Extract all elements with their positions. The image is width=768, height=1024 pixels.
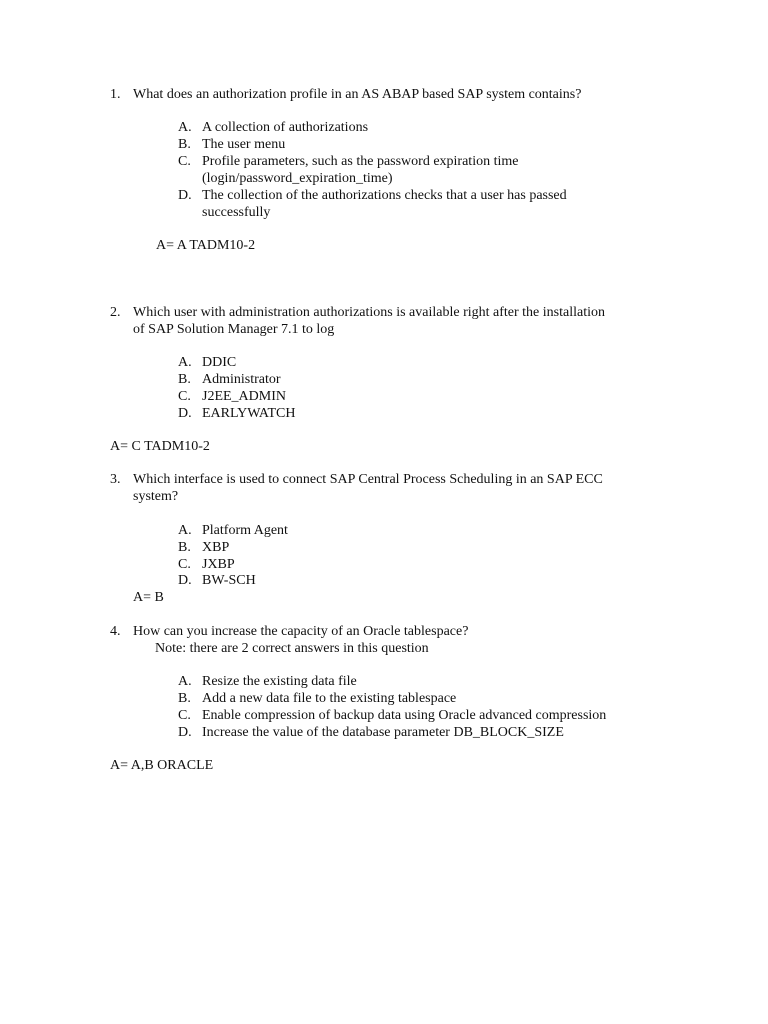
option-text: EARLYWATCH	[202, 406, 296, 421]
option-a	[178, 673, 357, 690]
option-letter: B.	[178, 540, 191, 555]
option-b	[178, 539, 229, 556]
option-text: Enable compression of backup data using Oracle advanced compression	[202, 708, 607, 723]
answer-2: A= C TADM10-2	[110, 439, 210, 454]
option-b	[178, 690, 456, 707]
option-d	[178, 405, 295, 422]
option-letter: D.	[178, 406, 192, 421]
option-letter: A.	[178, 674, 192, 689]
option-text: J2EE_ADMIN	[202, 389, 286, 404]
option-letter: A.	[178, 355, 192, 370]
option-text: BW-SCH	[202, 573, 256, 588]
option-text-continued: (login/password_expiration_time)	[202, 171, 393, 186]
option-text: Increase the value of the database parameter DB_BLOCK_SIZE	[202, 725, 564, 740]
option-letter: C.	[178, 389, 191, 404]
option-text-continued: successfully	[202, 205, 271, 220]
option-text: DDIC	[202, 355, 237, 370]
option-d	[178, 187, 567, 220]
option-letter: C.	[178, 708, 191, 723]
option-text: Administrator	[202, 372, 281, 387]
option-text: Platform Agent	[202, 523, 288, 538]
option-d	[178, 572, 256, 589]
option-text: JXBP	[202, 557, 235, 572]
option-letter: B.	[178, 691, 191, 706]
option-letter: D.	[178, 573, 192, 588]
question-text-continued: system?	[133, 489, 179, 504]
question-number: 3.	[110, 472, 121, 487]
option-text: The user menu	[202, 137, 286, 152]
answer-1: A= A TADM10-2	[156, 238, 256, 253]
question-number: 2.	[110, 305, 121, 320]
option-b	[178, 371, 281, 388]
option-c	[178, 707, 606, 724]
option-c	[178, 388, 286, 405]
question-number: 4.	[110, 624, 121, 639]
question-text: How can you increase the capacity of an Oracle tablespace?	[133, 624, 469, 639]
option-c	[178, 556, 235, 573]
option-text: A collection of authorizations	[202, 120, 369, 135]
option-letter: B.	[178, 137, 191, 152]
option-text: XBP	[202, 540, 230, 555]
option-letter: C.	[178, 154, 191, 169]
option-text: Add a new data file to the existing tablespace	[202, 691, 457, 706]
question-text: What does an authorization profile in an AS ABAP based SAP system contains?	[133, 87, 582, 102]
option-letter: B.	[178, 372, 191, 387]
option-text: Resize the existing data file	[202, 674, 357, 689]
question-text: Which interface is used to connect SAP Central Process Scheduling in an SAP ECC	[133, 472, 603, 487]
option-a	[178, 522, 288, 539]
option-text: Profile parameters, such as the password expiration time	[202, 154, 519, 169]
option-a	[178, 119, 368, 136]
question-note: Note: there are 2 correct answers in this question	[155, 641, 429, 656]
option-c	[178, 153, 519, 186]
option-a	[178, 354, 236, 371]
answer-3: A= B	[133, 590, 164, 605]
option-letter: D.	[178, 725, 192, 740]
question-number: 1.	[110, 87, 121, 102]
answer-4: A= A,B ORACLE	[110, 758, 214, 773]
option-letter: C.	[178, 557, 191, 572]
question-text-continued: of SAP Solution Manager 7.1 to log	[133, 322, 335, 337]
option-letter: A.	[178, 120, 192, 135]
question-text: Which user with administration authorizations is available right after the installation	[133, 305, 605, 320]
option-letter: D.	[178, 188, 192, 203]
option-letter: A.	[178, 523, 192, 538]
option-text: The collection of the authorizations checks that a user has passed	[202, 188, 567, 203]
option-b	[178, 136, 285, 153]
option-d	[178, 724, 564, 741]
